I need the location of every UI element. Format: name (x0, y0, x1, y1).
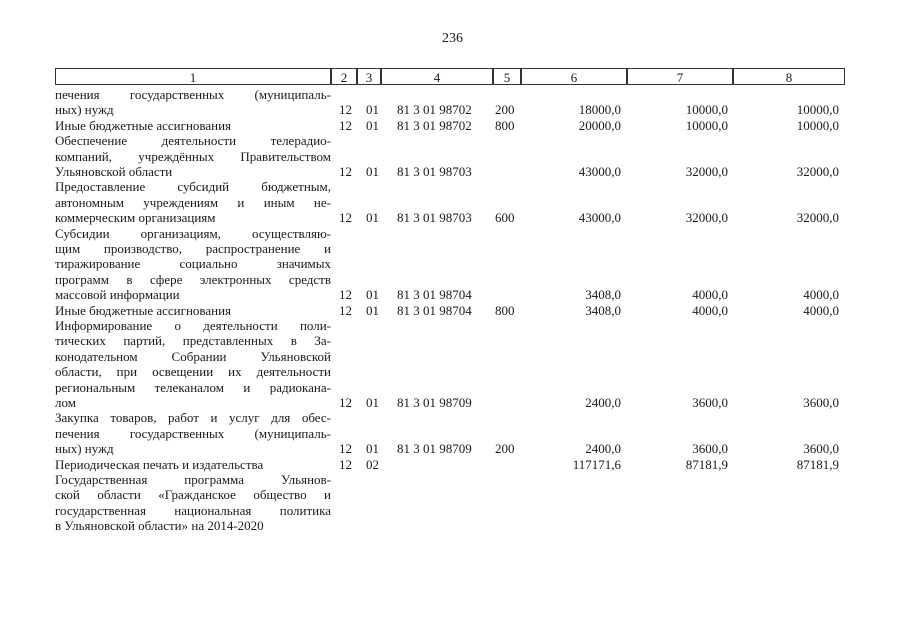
row-name-line: печения государственных (муниципаль- (55, 87, 331, 103)
cell-v1: 117171,6 (572, 456, 621, 472)
cell-v2: 32000,0 (685, 163, 728, 179)
cell-pr: 01 (366, 394, 379, 410)
row-name (55, 457, 331, 472)
row-name-line: Субсидии организациям, осуществляю- (55, 225, 331, 241)
cell-rz: 12 (339, 210, 352, 226)
header-col-3: 3 (357, 68, 381, 85)
table-body (55, 87, 845, 534)
row-name-line: лом (55, 394, 76, 410)
cell-pr: 01 (366, 117, 379, 133)
cell-v1: 3408,0 (585, 302, 621, 318)
table-row (55, 179, 845, 225)
budget-table (55, 68, 845, 534)
table-row (55, 318, 845, 410)
header-col-5: 5 (493, 68, 521, 85)
cell-v3: 4000,0 (803, 287, 839, 303)
row-name-line: Обеспечение деятельности телерадио- (55, 133, 331, 149)
cell-csr: 81 3 01 98709 (397, 441, 472, 457)
cell-rz: 12 (339, 394, 352, 410)
cell-pr: 01 (366, 102, 379, 118)
cell-csr: 81 3 01 98703 (397, 210, 472, 226)
cell-v1: 20000,0 (578, 117, 621, 133)
cell-v2: 10000,0 (685, 117, 728, 133)
header-col-4: 4 (381, 68, 493, 85)
table-row (55, 472, 845, 534)
row-name-line: печения государственных (муниципаль- (55, 425, 331, 441)
cell-v2: 4000,0 (692, 302, 728, 318)
cell-rz: 12 (339, 441, 352, 457)
cell-vr: 800 (495, 117, 515, 133)
cell-v1: 2400,0 (585, 394, 621, 410)
header-col-6: 6 (521, 68, 627, 85)
cell-rz: 12 (339, 302, 352, 318)
row-name-line: ных) нужд (55, 441, 114, 457)
table-row (55, 303, 845, 318)
row-name (55, 303, 331, 318)
table-row (55, 87, 845, 118)
cell-vr: 200 (495, 102, 515, 118)
cell-v3: 87181,9 (796, 456, 839, 472)
cell-vr: 800 (495, 302, 515, 318)
cell-v1: 2400,0 (585, 441, 621, 457)
row-name (55, 226, 331, 303)
cell-pr: 01 (366, 163, 379, 179)
row-name-line: Периодическая печать и издательства (55, 456, 264, 472)
cell-pr: 01 (366, 441, 379, 457)
row-name-line: области, при освещении их деятельности (55, 364, 331, 380)
row-name-line: Информирование о деятельности поли- (55, 318, 331, 333)
row-name (55, 179, 331, 225)
row-name-line: тиражирование социально значимых (55, 256, 331, 272)
cell-pr: 01 (366, 302, 379, 318)
cell-v2: 3600,0 (692, 394, 728, 410)
cell-rz: 12 (339, 117, 352, 133)
cell-rz: 12 (339, 163, 352, 179)
cell-rz: 12 (339, 287, 352, 303)
cell-csr: 81 3 01 98704 (397, 302, 472, 318)
table-row (55, 410, 845, 456)
row-name-line: Предоставление субсидий бюджетным, (55, 179, 331, 195)
cell-v1: 18000,0 (578, 102, 621, 118)
cell-v2: 4000,0 (692, 287, 728, 303)
cell-v1: 43000,0 (578, 210, 621, 226)
cell-v3: 32000,0 (796, 210, 839, 226)
cell-v3: 3600,0 (803, 441, 839, 457)
cell-v2: 10000,0 (685, 102, 728, 118)
row-name (55, 472, 331, 534)
table-row (55, 457, 845, 472)
row-name-line: в Ульяновской области» на 2014-2020 (55, 518, 264, 534)
cell-pr: 01 (366, 287, 379, 303)
cell-pr: 01 (366, 210, 379, 226)
cell-v2: 3600,0 (692, 441, 728, 457)
row-name-line: коммерческим организациям (55, 210, 216, 226)
row-name-line: ской области «Гражданское общество и (55, 487, 331, 503)
cell-csr: 81 3 01 98703 (397, 163, 472, 179)
row-name-line: компаний, учреждённых Правительством (55, 148, 331, 164)
row-name-line: щим производство, распространение и (55, 241, 331, 256)
cell-rz: 12 (339, 102, 352, 118)
row-name-line: конодательном Собрании Ульяновской (55, 348, 331, 364)
table-row (55, 226, 845, 303)
cell-v3: 10000,0 (796, 102, 839, 118)
row-name-line: региональным телеканалом и радиокана- (55, 379, 331, 395)
row-name (55, 133, 331, 179)
row-name-line: ных) нужд (55, 102, 114, 118)
row-name (55, 118, 331, 133)
header-col-8: 8 (733, 68, 845, 85)
row-name-line: массовой информации (55, 287, 180, 303)
cell-rz: 12 (339, 456, 352, 472)
cell-v3: 32000,0 (796, 163, 839, 179)
row-name (55, 410, 331, 456)
cell-csr: 81 3 01 98702 (397, 102, 472, 118)
cell-vr: 600 (495, 210, 515, 226)
cell-csr: 81 3 01 98704 (397, 287, 472, 303)
cell-v1: 3408,0 (585, 287, 621, 303)
table-row (55, 118, 845, 133)
cell-v3: 10000,0 (796, 117, 839, 133)
row-name-line: Иные бюджетные ассигнования (55, 302, 232, 318)
row-name-line: тических партий, представленных в За- (55, 333, 331, 349)
row-name-line: государственная национальная политика (55, 502, 331, 518)
cell-v2: 32000,0 (685, 210, 728, 226)
cell-csr: 81 3 01 98709 (397, 394, 472, 410)
row-name-line: программ в сфере электронных средств (55, 271, 331, 287)
row-name-line: Ульяновской области (55, 163, 173, 179)
header-col-1: 1 (55, 68, 331, 85)
cell-v3: 3600,0 (803, 394, 839, 410)
table-row (55, 133, 845, 179)
cell-vr: 200 (495, 441, 515, 457)
cell-pr: 02 (366, 456, 379, 472)
cell-v1: 43000,0 (578, 163, 621, 179)
cell-csr: 81 3 01 98702 (397, 117, 472, 133)
row-name-line: Иные бюджетные ассигнования (55, 117, 232, 133)
row-name-line: Государственная программа Ульянов- (55, 471, 331, 487)
cell-v2: 87181,9 (685, 456, 728, 472)
cell-v3: 4000,0 (803, 302, 839, 318)
row-name (55, 318, 331, 410)
header-col-7: 7 (627, 68, 733, 85)
row-name-line: Закупка товаров, работ и услуг для обес- (55, 410, 331, 426)
row-name-line: автономным учреждениям и иным не- (55, 194, 331, 210)
row-name (55, 87, 331, 118)
page-number: 236 (442, 31, 463, 46)
header-col-2: 2 (331, 68, 357, 85)
table-header (55, 68, 845, 87)
